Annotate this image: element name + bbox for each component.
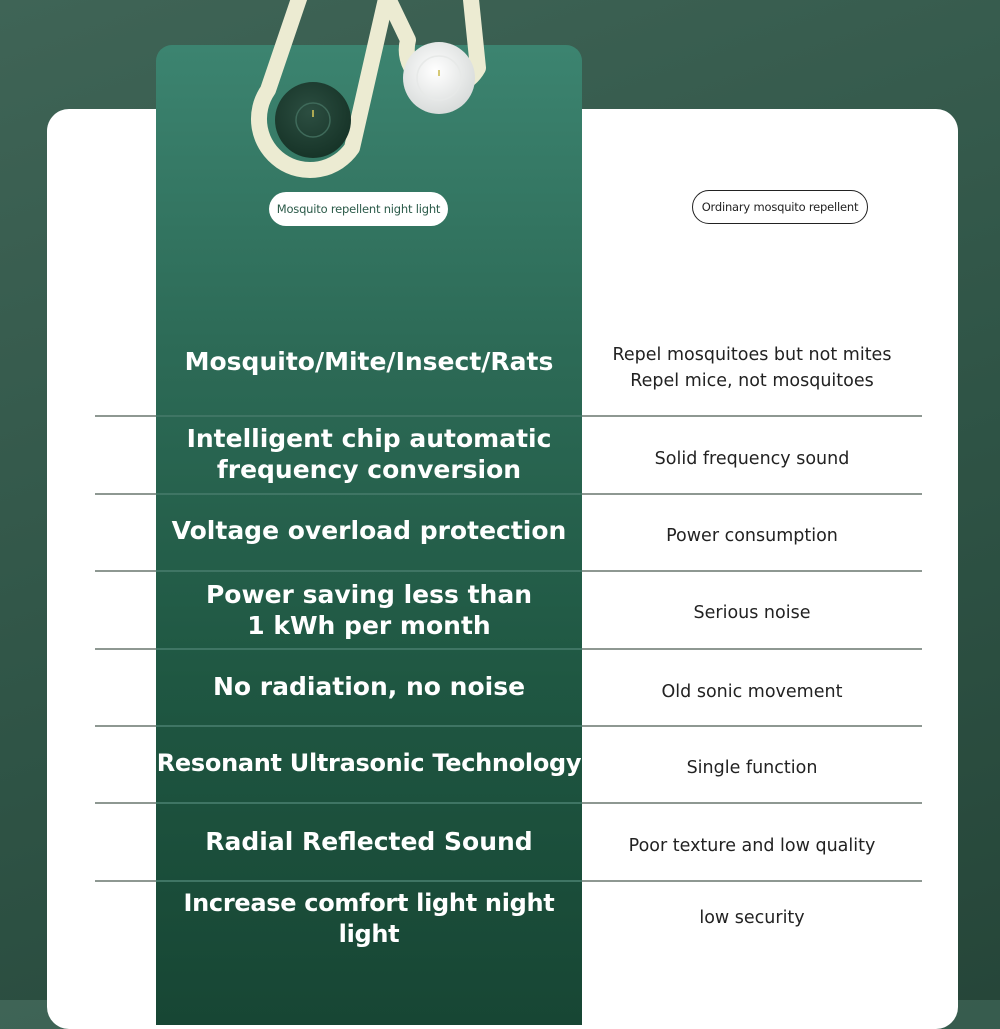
feature-row-8: Increase comfort light night light	[183, 889, 555, 948]
feature-row-4: Power saving less than 1 kWh per month	[205, 580, 532, 640]
ordinary-row-1: Repel mosquitoes but not mites Repel mice, not mosquitoes	[612, 345, 892, 391]
ordinary-row-8: low security	[699, 908, 805, 928]
ordinary-row-6: Single function	[686, 758, 818, 778]
feature-row-3: Voltage overload protection	[171, 515, 567, 545]
feature-row-7: Radial Reflected Sound	[205, 826, 533, 856]
ordinary-row-3: Power consumption	[666, 526, 838, 546]
green-device	[275, 82, 351, 158]
ordinary-row-7: Poor texture and low quality	[628, 836, 876, 856]
white-device	[403, 42, 475, 114]
feature-row-5: No radiation, no noise	[212, 671, 526, 701]
feature-row-1: Mosquito/Mite/Insect/Rats	[184, 346, 554, 376]
tag-mosquito-repellent-night-light: Mosquito repellent night light	[269, 192, 448, 226]
feature-row-2: Intelligent chip automatic frequency conversion	[186, 424, 552, 484]
ordinary-row-2: Solid frequency sound	[654, 449, 850, 469]
tag-ordinary-mosquito-repellent: Ordinary mosquito repellent	[692, 190, 868, 224]
feature-row-6: Resonant Ultrasonic Technology	[156, 748, 582, 777]
ordinary-row-5: Old sonic movement	[661, 682, 843, 702]
ordinary-row-4: Serious noise	[693, 603, 811, 623]
